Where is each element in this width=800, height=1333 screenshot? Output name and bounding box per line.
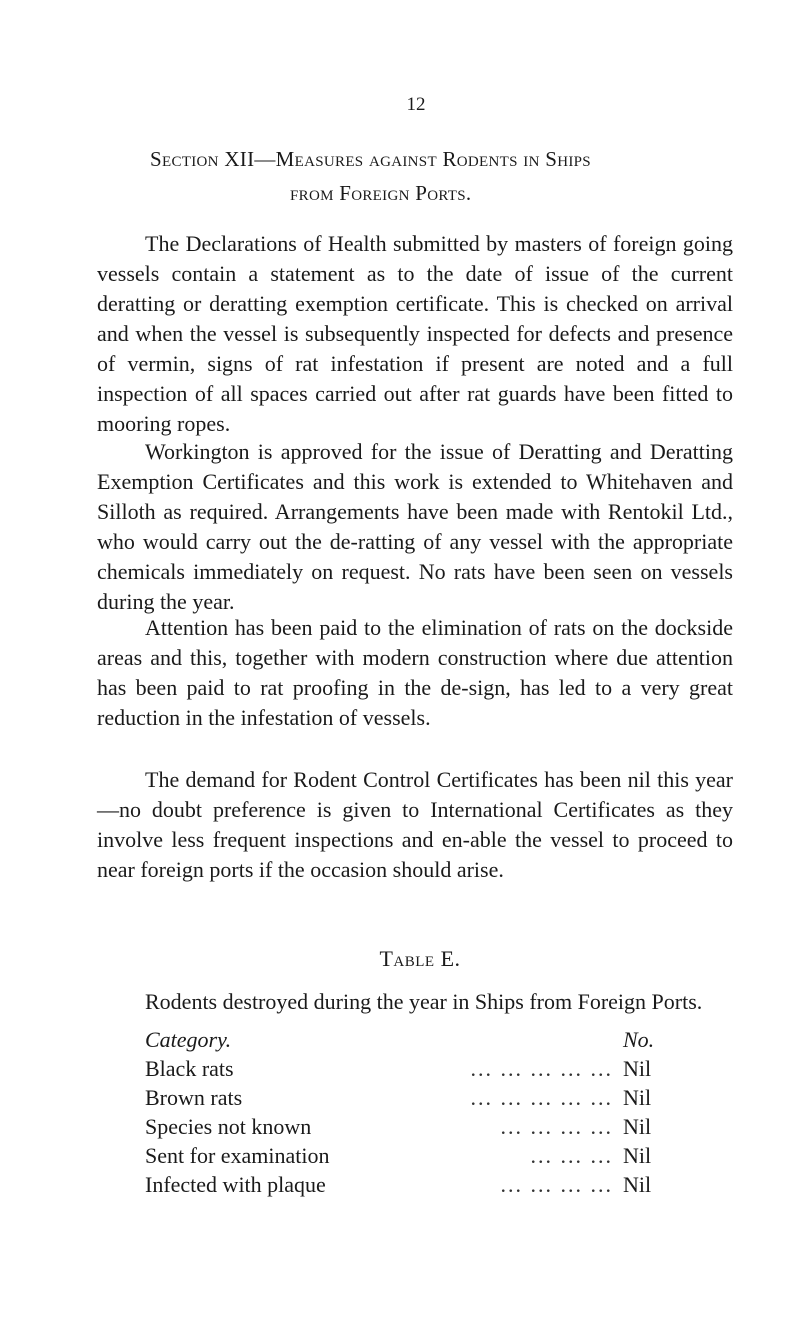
table-row (145, 1083, 705, 1112)
row-leader-dots: ... ... ... ... ... (470, 1056, 613, 1081)
row-leader-dots: ... ... ... ... ... (470, 1085, 613, 1110)
row-value: Nil (623, 1114, 652, 1139)
row-category: Sent for examination (145, 1143, 330, 1168)
table-row (145, 1054, 705, 1083)
paragraph-declarations: The Declarations of Health submitted by masters of foreign going vessels contain a statement as to the date of issue of the current deratting or deratting exemption certificate. This is checked on arrival and when the vessel is subsequently inspected for defects and presence of vermin, signs of rat infestation if present are noted and a full inspection of all spaces carried out after rat guards have been fitted to mooring ropes. (97, 231, 733, 436)
section-heading-line1: Section XII—Measures against Rodents in Ships (150, 147, 591, 171)
row-leader-dots: ... ... ... ... (500, 1114, 613, 1139)
table-header-row (145, 1025, 705, 1054)
paragraph-workington: Workington is approved for the issue of Deratting and Deratting Exemption Certificates and this work is extended to Whitehaven and Silloth as required. Arrangements have been made with Rentokil Ltd., who would carry out the de-ratting of any vessel with the appropriate chemicals immediately on request. No rats have been seen on vessels during the year. (97, 439, 733, 614)
section-heading (150, 142, 750, 210)
row-value: Nil (623, 1056, 652, 1081)
section-heading-line2: from Foreign Ports. (290, 181, 472, 205)
table-row (145, 1170, 705, 1199)
row-category: Infected with plaque (145, 1172, 326, 1197)
header-category: Category. (145, 1027, 232, 1052)
rodents-table (145, 1025, 705, 1199)
paragraph-dockside: Attention has been paid to the elimination of rats on the dockside areas and this, together with modern construction where due attention has been paid to rat proofing in the de-sign, has led to a very great reduction in the infestation of vessels. (97, 615, 733, 730)
row-value: Nil (623, 1085, 652, 1110)
table-caption: Rodents destroyed during the year in Ships from Foreign Ports. (145, 989, 703, 1014)
row-value: Nil (623, 1143, 652, 1168)
row-category: Brown rats (145, 1085, 243, 1110)
row-leader-dots: ... ... ... (530, 1143, 613, 1168)
paragraph-demand: The demand for Rodent Control Certificates has been nil this year—no doubt preference is given to International Certificates as they involve less frequent inspections and en-able the vessel to proceed to near foreign ports if the occasion should arise. (97, 767, 733, 882)
row-leader-dots: ... ... ... ... (500, 1172, 613, 1197)
table-row (145, 1141, 705, 1170)
table-title: Table E. (379, 946, 461, 971)
row-category: Species not known (145, 1114, 312, 1139)
row-value: Nil (623, 1172, 652, 1197)
header-number: No. (623, 1027, 655, 1052)
row-category: Black rats (145, 1056, 234, 1081)
page-number: 12 (406, 94, 426, 115)
table-row (145, 1112, 705, 1141)
